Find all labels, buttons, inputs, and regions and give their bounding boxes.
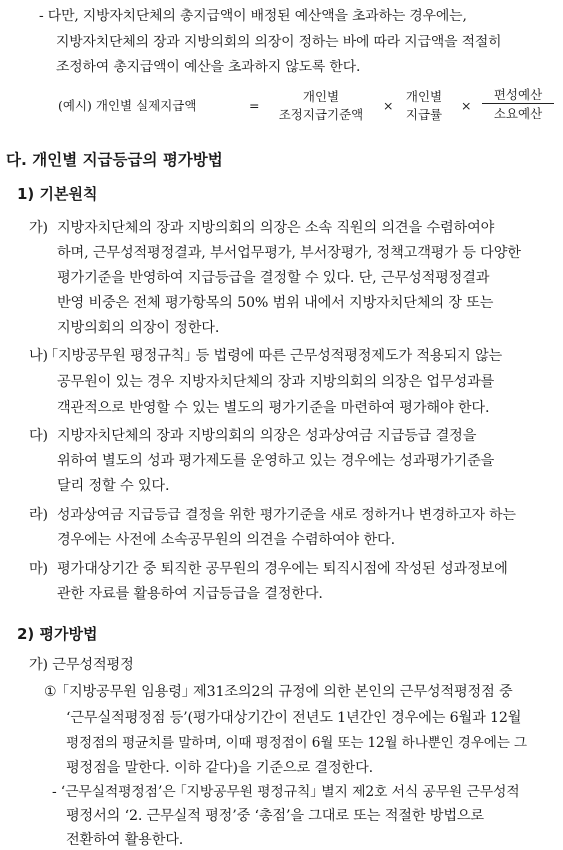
sub1-item-ga-line-4: 반영 비중은 전체 평가항목의 50% 범위 내에서 지방자치단체의 장 또는	[57, 295, 494, 311]
sub1-item-ma-marker: 마)	[29, 561, 48, 577]
intro-line-1: - 다만, 지방자치단체의 총지급액이 배정된 예산액을 초과하는 경우에는,	[39, 8, 467, 24]
sub2-circle1-line-1: ｢지방공무원 임용령｣ 제31조의2의 규정에 의한 본인의 근무성적평정점 중	[62, 684, 513, 700]
intro-line-3: 조정하여 총지급액이 예산을 초과하지 않도록 한다.	[56, 59, 361, 75]
sub1-item-ma-line-1: 평가대상기간 중 퇴직한 공무원의 경우에는 퇴직시점에 작성된 성과정보에	[57, 561, 508, 577]
sub2-item-ga: 가) 근무성적평정	[29, 657, 134, 673]
sub1-title: 1) 기본원칙	[17, 185, 98, 203]
sub1-item-na-line-1: ｢지방공무원 평정규칙｣ 등 법령에 따른 근무성적평정제도가 적용되지 않는	[51, 348, 503, 364]
formula-equals: =	[249, 98, 260, 113]
formula-times-1: ×	[383, 98, 394, 113]
sub1-item-ra-line-2: 경우에는 사전에 소속공무원의 의견을 수렴하여야 한다.	[57, 532, 395, 548]
sub2-circle1-marker: ①	[44, 684, 57, 700]
section-da-title: 다. 개인별 지급등급의 평가방법	[6, 151, 223, 169]
sub1-item-ga-line-5: 지방의회의 의장이 정한다.	[57, 320, 220, 336]
sub1-item-da-line-2: 위하여 별도의 성과 평가제도를 운영하고 있는 경우에는 성과평가기준을	[57, 453, 495, 469]
formula-example-label: (예시) 개인별 실제지급액	[58, 98, 197, 113]
sub2-circle1-line-4: 평정점을 말한다. 이하 같다)을 기준으로 결정한다.	[66, 760, 374, 776]
formula-term1-denominator: 조정지급기준액	[278, 107, 364, 122]
formula-term2-denominator: 지급률	[405, 107, 443, 122]
sub1-item-da-marker: 다)	[29, 428, 48, 444]
sub2-circle1-line-2: ‘근무실적평정점 등’(평가대상기간이 전년도 1년간인 경우에는 6월과 12월	[66, 710, 522, 726]
formula-term1-numerator: 개인별	[302, 89, 340, 104]
intro-line-2: 지방자치단체의 장과 지방의회의 의장이 정하는 바에 따라 지급액을 적절히	[56, 34, 502, 50]
formula-times-2: ×	[461, 98, 472, 113]
formula-term3-denominator: 소요예산	[493, 106, 543, 121]
sub1-item-ma-line-2: 관한 자료를 활용하여 지급등급을 결정한다.	[57, 586, 323, 602]
sub1-item-da-line-1: 지방자치단체의 장과 지방의회의 의장은 성과상여금 지급등급 결정을	[57, 428, 477, 444]
sub1-item-ra-marker: 라)	[29, 507, 48, 523]
formula-term3-numerator: 편성예산	[493, 87, 543, 102]
sub1-item-ga-line-2: 하며, 근무성적평정결과, 부서업무평가, 부서장평가, 정책고객평가 등 다양한	[57, 245, 521, 261]
sub1-item-na-marker: 나)	[29, 348, 48, 364]
sub1-item-ga-marker: 가)	[29, 220, 48, 236]
sub2-dash1-line-2: 평정서의 ‘2. 근무실적 평정’중 ‘총점’을 그대로 또는 적절한 방법으로	[66, 808, 484, 824]
sub2-dash1-line-3: 전환하여 활용한다.	[66, 832, 184, 848]
formula-term2-numerator: 개인별	[405, 89, 443, 104]
formula-fraction-bar	[482, 103, 554, 104]
sub2-circle1-line-3: 평정점의 평균치를 말하며, 이때 평정점이 6월 또는 12월 하나뿐인 경우에는 그	[66, 735, 527, 751]
sub2-title: 2) 평가방법	[17, 625, 98, 643]
sub1-item-na-line-2: 공무원이 있는 경우 지방자치단체의 장과 지방의회의 의장은 업무성과를	[57, 374, 495, 390]
sub2-dash1-line-1: - ‘근무실적평정점’은 ｢지방공무원 평정규칙｣ 별지 제2호 서식 공무원 근무성적	[52, 784, 520, 800]
sub1-item-na-line-3: 객관적으로 반영할 수 있는 별도의 평가기준을 마련하여 평가해야 한다.	[57, 400, 490, 416]
sub1-item-da-line-3: 달리 정할 수 있다.	[57, 478, 170, 494]
sub1-item-ga-line-3: 평가기준을 반영하여 지급등급을 결정할 수 있다. 단, 근무성적평정결과	[57, 270, 490, 286]
sub1-item-ra-line-1: 성과상여금 지급등급 결정을 위한 평가기준을 새로 정하거나 변경하고자 하는	[57, 507, 516, 523]
sub1-item-ga-line-1: 지방자치단체의 장과 지방의회의 의장은 소속 직원의 의견을 수렴하여야	[57, 220, 495, 236]
